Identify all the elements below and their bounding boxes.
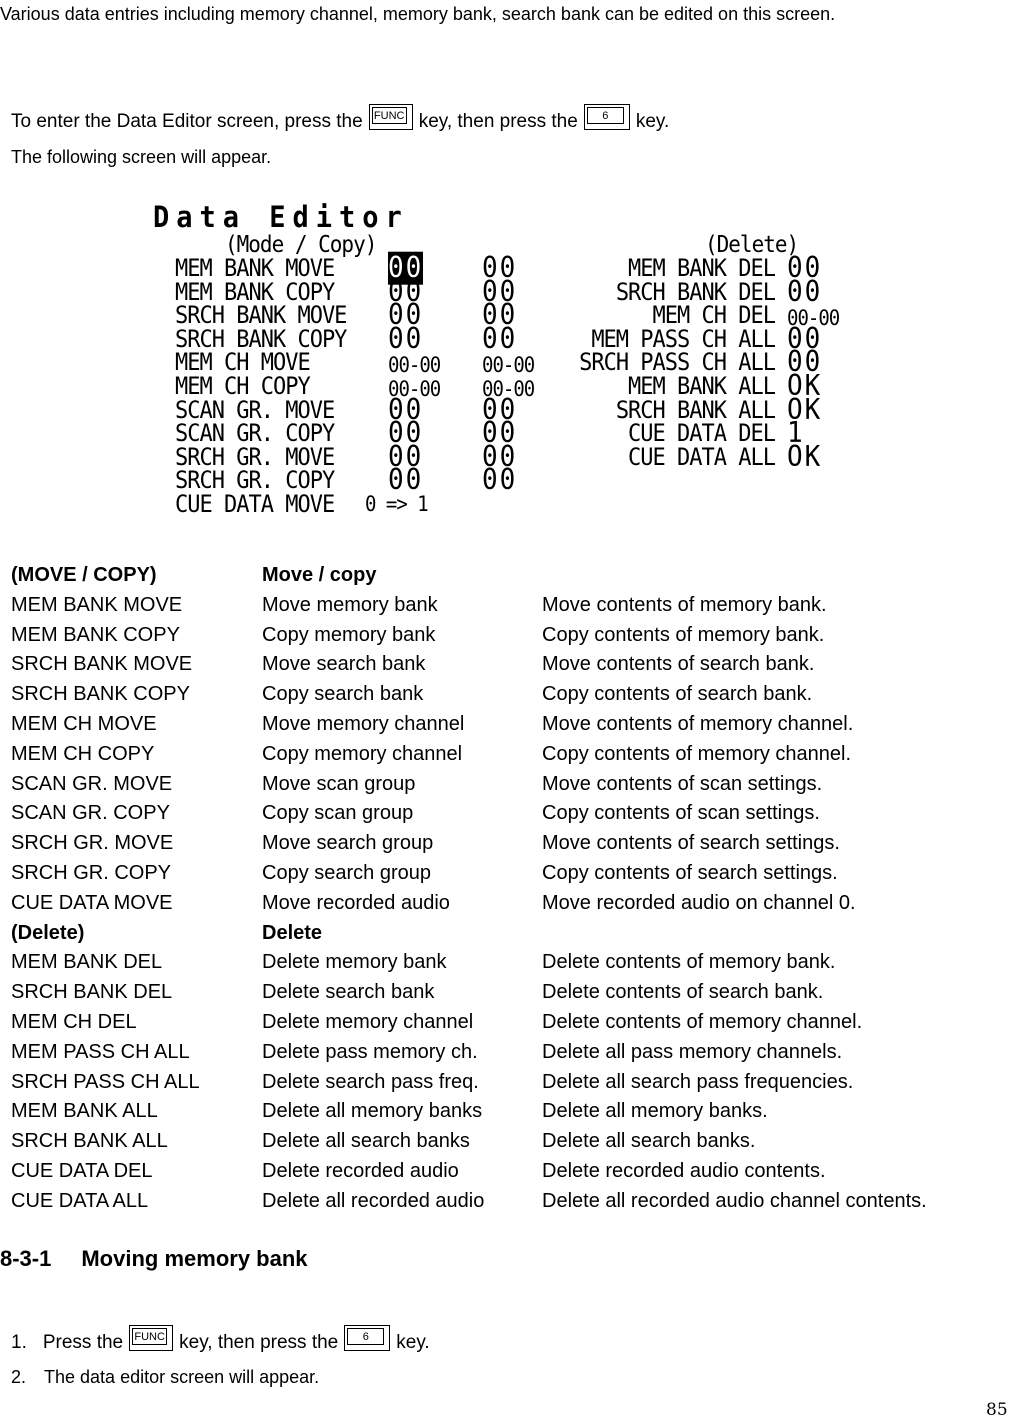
- table-cell-c1: SRCH GR. MOVE: [11, 832, 174, 855]
- step-1-number: 1.: [11, 1332, 27, 1353]
- lcd-right-label: MEM PASS CH ALL: [591, 325, 775, 354]
- table-cell-c2: Move / copy: [262, 564, 377, 586]
- lcd-right-label: MEM CH DEL: [652, 302, 775, 330]
- table-cell-c2: Delete all memory banks: [262, 1100, 483, 1123]
- lcd-left-label: SRCH GR. MOVE: [175, 443, 335, 472]
- lcd-left-value-to: 00: [482, 251, 518, 285]
- six-key-label: 6: [602, 110, 609, 122]
- enter-instruction: [11, 104, 669, 133]
- table-cell-c2: Delete memory bank: [262, 951, 447, 974]
- section-number: 8-3-1: [0, 1246, 52, 1271]
- table-cell-c2: Move memory channel: [262, 712, 465, 735]
- table-cell-c2: Copy scan group: [262, 802, 414, 825]
- lcd-right-value: 00: [787, 322, 823, 356]
- table-cell-c3: Move contents of memory bank.: [542, 593, 827, 616]
- table-cell-c3: Move contents of scan settings.: [542, 772, 823, 795]
- lcd-cursor-value: 00: [388, 251, 424, 285]
- lcd-right-label: MEM BANK DEL: [628, 254, 775, 283]
- enter-text-after: key.: [635, 111, 670, 132]
- table-cell-c1: MEM BANK ALL: [11, 1100, 158, 1123]
- table-cell-c3: Copy contents of scan settings.: [542, 802, 820, 825]
- lcd-mode-copy-label: (Mode / Copy): [225, 231, 377, 258]
- lcd-left-value-from: 00-00: [388, 353, 441, 378]
- table-cell-c2: Move search group: [262, 832, 434, 855]
- lcd-right-value: OK: [787, 393, 823, 427]
- following-text: The following screen will appear.: [11, 147, 272, 167]
- lcd-left-value-from: 00: [388, 298, 424, 332]
- table-cell-c2: Move recorded audio: [262, 891, 450, 914]
- lcd-left-value-to: 00-00: [482, 377, 535, 402]
- six-key-icon: [584, 104, 630, 130]
- table-cell-c3: Move contents of memory channel.: [542, 712, 854, 735]
- table-cell-c1: CUE DATA DEL: [11, 1159, 153, 1182]
- table-cell-c3: Copy contents of memory channel.: [542, 742, 852, 765]
- table-cell-c3: Copy contents of search settings.: [542, 861, 838, 884]
- lcd-right-value: 1: [787, 416, 805, 450]
- table-cell-c2: Copy search group: [262, 861, 431, 884]
- six-key-icon: [344, 1325, 390, 1351]
- lcd-right-value: 00: [787, 251, 823, 285]
- lcd-right-value: OK: [787, 369, 823, 403]
- table-cell-c2: Move memory bank: [262, 593, 438, 616]
- table-cell-c2: Delete search bank: [262, 981, 435, 1004]
- lcd-left-value-to: 00-00: [482, 353, 535, 378]
- lcd-left-label: MEM BANK COPY: [175, 278, 335, 306]
- table-cell-c2: Delete: [262, 921, 323, 944]
- lcd-left-value-to: 00: [482, 298, 518, 332]
- lcd-left-value-to: 00: [482, 322, 518, 356]
- table-cell-c3: Delete all search banks.: [542, 1130, 756, 1153]
- table-cell-c1: (Delete): [11, 921, 85, 944]
- lcd-right-value: 00-00: [787, 306, 840, 331]
- section-heading: [0, 1246, 308, 1272]
- step-1-text-after: key.: [396, 1332, 430, 1353]
- lcd-left-value-from: 00: [388, 393, 424, 427]
- lcd-right-label: SRCH PASS CH ALL: [579, 349, 775, 377]
- intro-paragraph: Various data entries including memory channel, memory bank, search bank can be edited on this screen.: [0, 4, 836, 24]
- lcd-right-label: SRCH BANK DEL: [615, 278, 775, 306]
- step-2-text: The data editor screen will appear.: [44, 1367, 320, 1387]
- lcd-left-value-from: 00: [388, 322, 424, 356]
- func-key-label: FUNC: [373, 110, 405, 122]
- table-cell-c2: Copy memory channel: [262, 742, 463, 765]
- table-cell-c1: CUE DATA MOVE: [11, 891, 173, 914]
- table-cell-c1: MEM BANK COPY: [11, 623, 180, 646]
- lcd-left-value-to: 00: [482, 464, 518, 498]
- lcd-right-value: 00: [787, 346, 823, 380]
- table-cell-c1: MEM BANK DEL: [11, 951, 163, 974]
- table-cell-c2: Move scan group: [262, 772, 416, 795]
- lcd-right-value: 00: [787, 275, 823, 309]
- func-key-icon: [369, 104, 413, 130]
- table-cell-c3: Delete all memory banks.: [542, 1100, 768, 1123]
- lcd-right-value: OK: [787, 440, 823, 474]
- step-1: [11, 1325, 430, 1354]
- table-cell-c1: (MOVE / COPY): [11, 564, 157, 586]
- table-cell-c1: SCAN GR. MOVE: [11, 772, 173, 795]
- table-cell-c2: Copy memory bank: [262, 623, 436, 646]
- table-cell-c1: SRCH BANK ALL: [11, 1130, 168, 1153]
- step-2-number: 2.: [11, 1367, 27, 1387]
- table-cell-c1: SRCH PASS CH ALL: [11, 1070, 200, 1093]
- table-cell-c1: SRCH BANK MOVE: [11, 653, 193, 676]
- table-cell-c3: Delete contents of search bank.: [542, 981, 824, 1004]
- lcd-left-value-to: 00: [482, 393, 518, 427]
- table-cell-c3: Delete contents of memory channel.: [542, 1010, 863, 1033]
- lcd-left-label: SRCH GR. COPY: [175, 467, 335, 495]
- enter-text-middle: key, then press the: [418, 111, 578, 132]
- table-cell-c2: Delete all search banks: [262, 1130, 470, 1153]
- lcd-left-label: MEM CH COPY: [175, 372, 310, 401]
- lcd-left-value-to: 00: [482, 275, 518, 309]
- table-cell-c2: Copy search bank: [262, 683, 424, 706]
- table-cell-c1: MEM CH DEL: [11, 1010, 137, 1033]
- table-cell-c2: Move search bank: [262, 653, 426, 676]
- step-2: [11, 1367, 319, 1388]
- table-cell-c1: SCAN GR. COPY: [11, 802, 170, 825]
- table-cell-c2: Delete pass memory ch.: [262, 1040, 478, 1063]
- step-1-text-before: Press the: [42, 1332, 124, 1353]
- lcd-left-label: SCAN GR. COPY: [175, 420, 335, 448]
- lcd-left-value-from: 00: [388, 275, 424, 309]
- table-cell-c1: CUE DATA ALL: [11, 1189, 149, 1212]
- table-cell-c1: MEM CH MOVE: [11, 712, 157, 735]
- table-cell-c3: Delete all pass memory channels.: [542, 1040, 843, 1063]
- lcd-left-value-from: 00: [388, 464, 424, 498]
- step-1-text-middle: key, then press the: [179, 1332, 339, 1353]
- lcd-left-value-from: 0 => 1: [365, 492, 428, 517]
- data-editor-screen: [145, 200, 860, 520]
- table-cell-c3: Copy contents of memory bank.: [542, 623, 825, 646]
- table-cell-c3: Delete contents of memory bank.: [542, 951, 836, 974]
- table-cell-c2: Delete memory channel: [262, 1010, 474, 1033]
- page-number: 85: [986, 1400, 1008, 1420]
- lcd-left-value-to: 00: [482, 416, 518, 450]
- lcd-left-label: SRCH BANK MOVE: [175, 302, 347, 330]
- lcd-right-label: CUE DATA DEL: [628, 420, 775, 448]
- lcd-right-label: CUE DATA ALL: [628, 443, 775, 472]
- lcd-left-label: MEM BANK MOVE: [175, 254, 335, 283]
- lcd-left-label: SCAN GR. MOVE: [175, 396, 335, 424]
- lcd-left-label: MEM CH MOVE: [175, 349, 310, 377]
- func-key-label: FUNC: [134, 1331, 165, 1343]
- lcd-left-value-to: 00: [482, 440, 518, 474]
- table-cell-c1: MEM BANK MOVE: [11, 593, 183, 616]
- lcd-left-value-from: 00-00: [388, 377, 441, 402]
- func-key-icon: [129, 1325, 173, 1351]
- table-cell-c1: SRCH BANK DEL: [11, 981, 173, 1004]
- six-key-label: 6: [362, 1331, 369, 1343]
- enter-text-before: To enter the Data Editor screen, press the: [11, 111, 363, 132]
- table-cell-c3: Move recorded audio on channel 0.: [542, 891, 856, 914]
- lcd-delete-label: (Delete): [705, 231, 799, 258]
- table-cell-c3: Copy contents of search bank.: [542, 683, 813, 706]
- table-cell-c1: SRCH BANK COPY: [11, 683, 190, 706]
- lcd-right-label: SRCH BANK ALL: [615, 396, 775, 424]
- table-cell-c3: Delete recorded audio contents.: [542, 1159, 826, 1182]
- lcd-right-label: MEM BANK ALL: [628, 372, 775, 401]
- table-cell-c3: Delete all search pass frequencies.: [542, 1070, 854, 1093]
- lcd-left-label: SRCH BANK COPY: [175, 325, 347, 354]
- lcd-left-value-from: 00: [388, 416, 424, 450]
- table-cell-c3: Move contents of search settings.: [542, 832, 840, 855]
- table-cell-c2: Delete recorded audio: [262, 1159, 459, 1182]
- lcd-left-label: CUE DATA MOVE: [175, 490, 335, 519]
- lcd-left-value-from: 00: [388, 440, 424, 474]
- table-cell-c2: Delete search pass freq.: [262, 1070, 479, 1093]
- section-title: Moving memory bank: [81, 1246, 308, 1271]
- table-cell-c1: MEM PASS CH ALL: [11, 1040, 190, 1063]
- table-cell-c3: Move contents of search bank.: [542, 653, 815, 676]
- lcd-title: Data Editor: [153, 200, 409, 235]
- table-cell-c1: MEM CH COPY: [11, 742, 155, 765]
- table-cell-c1: SRCH GR. COPY: [11, 861, 172, 884]
- table-cell-c3: Delete all recorded audio channel contents.: [542, 1189, 927, 1212]
- table-cell-c2: Delete all recorded audio: [262, 1189, 485, 1212]
